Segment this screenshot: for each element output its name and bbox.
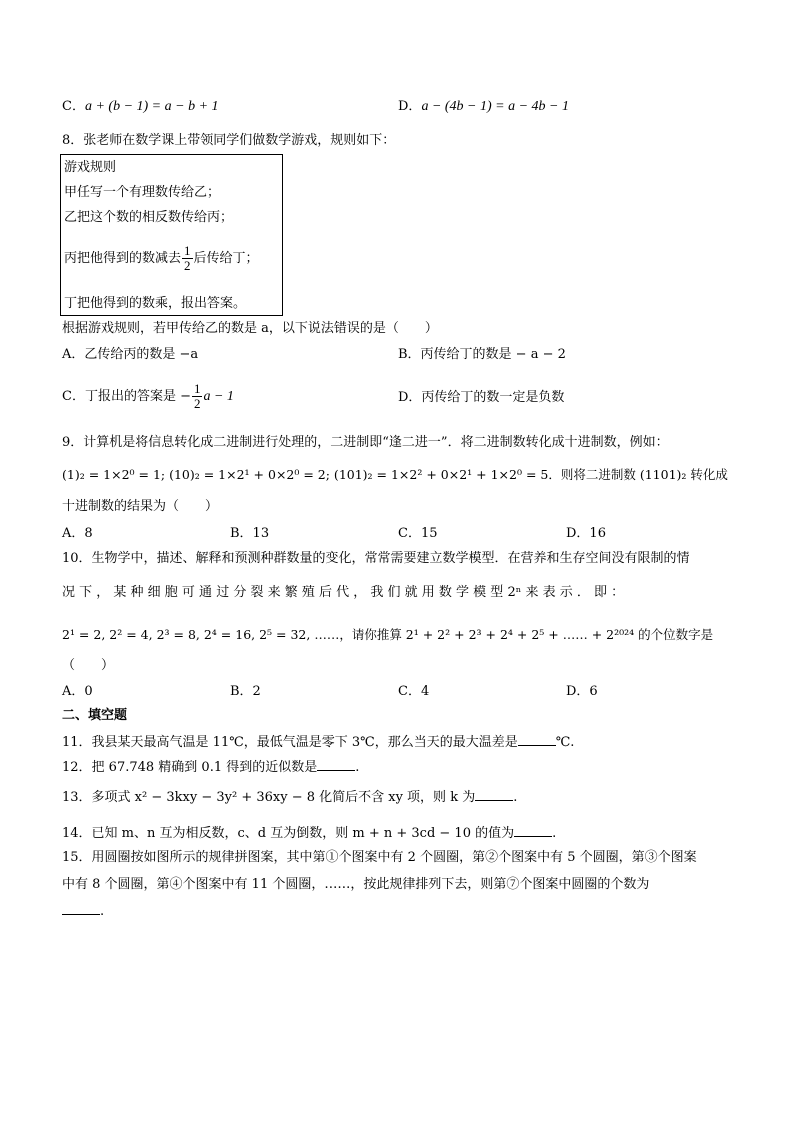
q9-line-2: (1)₂ = 1×2⁰ = 1; (10)₂ = 1×2¹ + 0×2⁰ = 2; (101)₂ = 1×2² + 0×2¹ + 1×2⁰ = 5．则将二进制数 (1101)₂ 转化成 — [62, 467, 728, 482]
q9-option-a: A．8 — [62, 526, 93, 541]
q10-line-3: 2¹ = 2, 2² = 4, 2³ = 8, 2⁴ = 16, 2⁵ = 32, ……，请你推算 2¹ + 2² + 2³ + 2⁴ + 2⁵ + …… + 2²⁰²⁴ 的个位数字是 — [62, 627, 714, 642]
q15-answer-blank[interactable] — [62, 902, 100, 915]
q13-text: 13．多项式 x² − 3kxy − 3y² + 36xy − 8 化简后不含 xy 项，则 k 为 — [62, 790, 476, 805]
q15-line-2: 中有 8 个圆圈，第④个图案中有 11 个圆圈，……，按此规律排列下去，则第⑦个图案中圆圈的个数为 — [62, 877, 650, 892]
rule-4: 丁把他得到的数乘，报出答案。 — [64, 296, 247, 311]
q8-stem: 8．张老师在数学课上带领同学们做数学游戏，规则如下： — [62, 133, 396, 148]
q9-line-3: 十进制数的结果为（ ） — [62, 499, 219, 514]
q8-option-c-post: a − 1 — [203, 389, 234, 404]
q15-line-3 — [62, 902, 104, 921]
q9-option-d: D．16 — [566, 526, 606, 541]
rule-3 — [64, 243, 259, 275]
q8-option-c-fraction — [192, 382, 203, 411]
q8-option-b: B．丙传给丁的数是 − a − 2 — [398, 347, 566, 362]
q7-option-c — [62, 98, 219, 116]
q12 — [62, 758, 359, 777]
q13-end: . — [513, 790, 518, 805]
q9-option-b: B．13 — [230, 526, 270, 541]
q11-answer-blank[interactable] — [518, 733, 556, 746]
q8-option-c-pre: C．丁报出的答案是 − — [62, 389, 191, 404]
q10-line-4: （ ） — [62, 658, 115, 673]
q8-option-c-frac-den: 2 — [193, 396, 201, 411]
q10-option-d: D．6 — [566, 684, 598, 699]
q8-question: 根据游戏规则，若甲传给乙的数是 a，以下说法错误的是（ ） — [62, 321, 438, 336]
q7-option-d-label: D． — [398, 99, 422, 114]
q7-option-d-expr: a − (4b − 1) = a − 4b − 1 — [421, 99, 569, 114]
q8-option-c-frac-num: 1 — [193, 381, 201, 396]
q14-end: . — [552, 826, 557, 841]
q12-end: . — [355, 760, 360, 775]
q10-option-b: B．2 — [230, 684, 261, 699]
q12-answer-blank[interactable] — [317, 758, 355, 771]
rule-2: 乙把这个数的相反数传给丙； — [64, 210, 234, 225]
q12-text: 12．把 67.748 精确到 0.1 得到的近似数是 — [62, 760, 318, 775]
q14-text: 14．已知 m、n 互为相反数，c、d 互为倒数，则 m + n + 3cd − 10 的值为 — [62, 826, 515, 841]
rule-3-frac-num: 1 — [184, 243, 191, 258]
q9-line-1: 9．计算机是将信息转化成二进制进行处理的，二进制即“逢二进一”．将二进制数转化成十进制数，例如： — [62, 435, 669, 450]
q10-line-1: 10．生物学中，描述、解释和预测种群数量的变化，常常需要建立数学模型．在营养和生存空间没有限制的情 — [62, 551, 690, 566]
q15-line-1: 15．用圆圈按如图所示的规律拼图案，其中第①个图案中有 2 个圆圈，第②个图案中有 5 个圆圈，第③个图案 — [62, 850, 697, 865]
q10-option-a: A．0 — [62, 684, 93, 699]
q14 — [62, 824, 556, 843]
q11 — [62, 733, 574, 752]
q11-text: 11．我县某天最高气温是 11℃，最低气温是零下 3℃，那么当天的最大温差是 — [62, 735, 518, 750]
q9-option-c: C．15 — [398, 526, 438, 541]
q7-option-d — [398, 98, 569, 116]
rule-1: 甲任写一个有理数传给乙； — [64, 185, 221, 200]
rule-3-frac-den: 2 — [184, 258, 191, 273]
q8-option-d: D．丙传给丁的数一定是负数 — [398, 390, 565, 405]
q13-answer-blank[interactable] — [475, 788, 513, 801]
q7-option-c-label: C． — [62, 99, 85, 114]
q13 — [62, 788, 517, 807]
q8-option-c — [62, 380, 234, 414]
q11-unit: ℃. — [555, 735, 575, 750]
section-title-fill-in: 二、填空题 — [62, 708, 128, 723]
rule-3-fraction — [182, 244, 193, 273]
game-rules-box — [60, 154, 283, 316]
rule-3-post: 后传给丁； — [193, 251, 259, 266]
q14-answer-blank[interactable] — [514, 824, 552, 837]
q10-line-2: 况 下 ， 某 种 细 胞 可 通 过 分 裂 来 繁 殖 后 代 ， 我 们 就 用 数 学 模 型 2ⁿ 来 表 示 ． 即 ： — [62, 585, 625, 600]
q7-option-c-expr: a + (b − 1) = a − b + 1 — [84, 99, 219, 114]
rules-title: 游戏规则 — [64, 160, 117, 175]
q10-option-c: C．4 — [398, 684, 430, 699]
q15-end: . — [100, 904, 105, 919]
rule-3-pre: 丙把他得到的数减去 — [64, 251, 182, 266]
q8-option-a: A．乙传给丙的数是 −a — [62, 347, 199, 362]
